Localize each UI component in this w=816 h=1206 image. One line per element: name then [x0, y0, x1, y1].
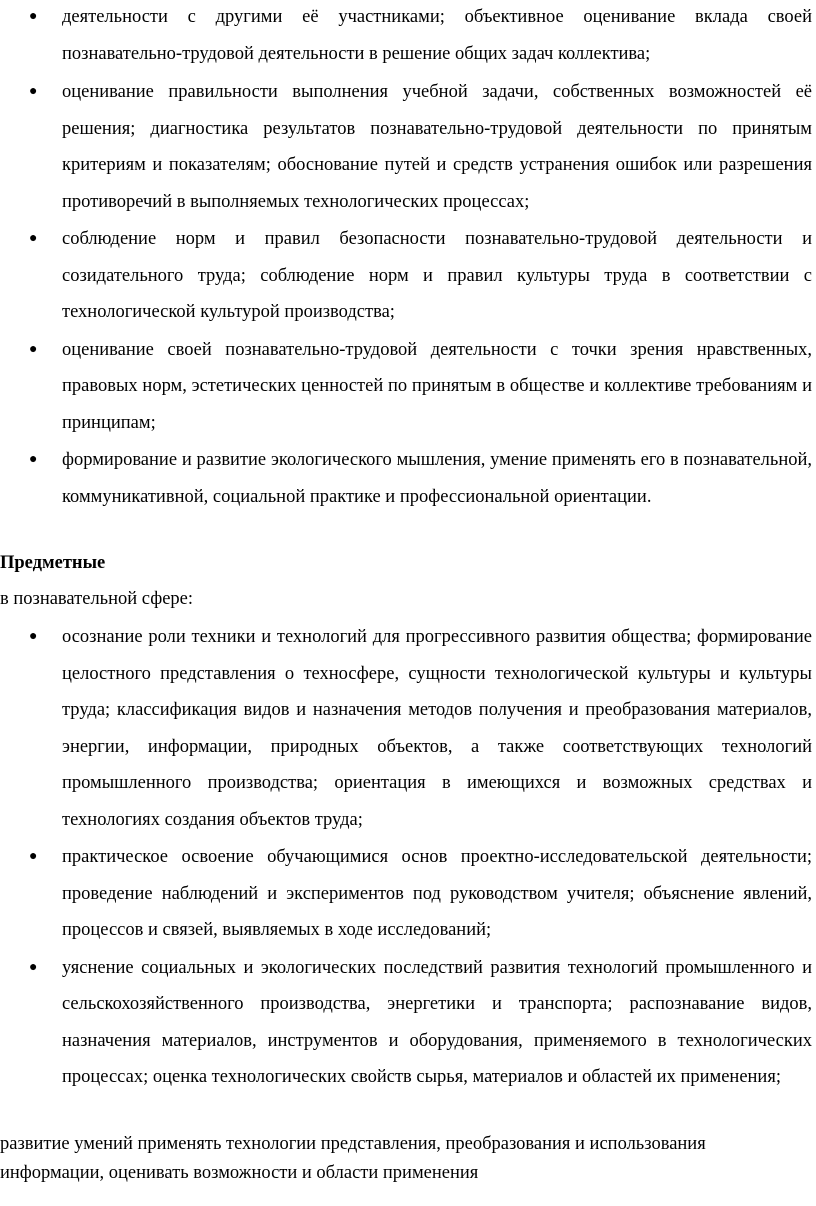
- list-item-text: оценивание своей познавательно-трудовой деятельности с точки зрения нравственных, правовых норм, эстетических ценностей по принятым в обществе и коллективе требованиям и принципам;: [62, 339, 812, 433]
- bullet-icon: ●: [29, 84, 38, 99]
- list-item-text: деятельности с другими её участниками; объективное оценивание вклада своей познавательно-трудовой деятельности в решение общих задач коллектива;: [62, 7, 812, 64]
- section-heading: Предметные: [0, 553, 106, 573]
- section-subheading: в познавательной сфере:: [0, 589, 194, 609]
- list-item: [0, 221, 816, 331]
- subject-results-list: [0, 619, 816, 1096]
- list-item: [0, 442, 816, 515]
- list-item: [0, 839, 816, 949]
- list-item: [0, 74, 816, 220]
- list-item-text: осознание роли техники и технологий для прогрессивного развития общества; формирование целостного представления о техносфере, сущности технологической культуры и культуры труда; классификация видов и назначения методов получения и преобразования материалов, энергии, информации, природных объектов, а также соответствующих технологий промышленного производства; ориентация в имеющихся и возможных средствах и технологиях создания объектов труда;: [62, 627, 812, 830]
- bullet-icon: ●: [29, 9, 38, 24]
- bullet-icon: ●: [29, 452, 38, 467]
- list-item-text: оценивание правильности выполнения учебной задачи, собственных возможностей её решения; диагностика результатов познавательно-трудовой деятельности по принятым критериям и показателям; обоснование путей и средств устранения ошибок или разрешения противоречий в выполняемых технологических процессах;: [62, 82, 812, 212]
- list-item: [0, 332, 816, 442]
- list-item-text: соблюдение норм и правил безопасности познавательно-трудовой деятельности и созидательного труда; соблюдение норм и правил культуры труда в соответствии с технологической культурой производства;: [62, 229, 812, 322]
- list-item-text: формирование и развитие экологического мышления, умение применять его в познавательной, коммуникативной, социальной практике и профессиональной ориентации.: [62, 450, 812, 507]
- metasubject-results-list: [0, 0, 816, 515]
- bullet-icon: ●: [29, 341, 38, 357]
- list-item-text: практическое освоение обучающимися основ проектно-исследовательской деятельности; проведение наблюдений и экспериментов под руководством учителя; объяснение явлений, процессов и связей, выявляемых в ходе исследований;: [62, 847, 812, 940]
- list-item: [0, 0, 816, 72]
- closing-paragraph: развитие умений применять технологии представления, преобразования и использования информации, оценивать возможности и области применения: [0, 1134, 706, 1183]
- list-item: [0, 950, 816, 1096]
- bullet-icon: ●: [29, 959, 38, 975]
- list-item-text: уяснение социальных и экологических последствий развития технологий промышленного и сельскохозяйственного производства, энергетики и транспорта; распознавание видов, назначения материалов, инструментов и оборудования, применяемого в технологических процессах; оценка технологических свойств сырья, материалов и областей их применения;: [62, 957, 812, 1087]
- bullet-icon: ●: [29, 231, 38, 246]
- bullet-icon: ●: [29, 849, 38, 864]
- bullet-icon: ●: [29, 629, 38, 644]
- list-item: [0, 619, 816, 838]
